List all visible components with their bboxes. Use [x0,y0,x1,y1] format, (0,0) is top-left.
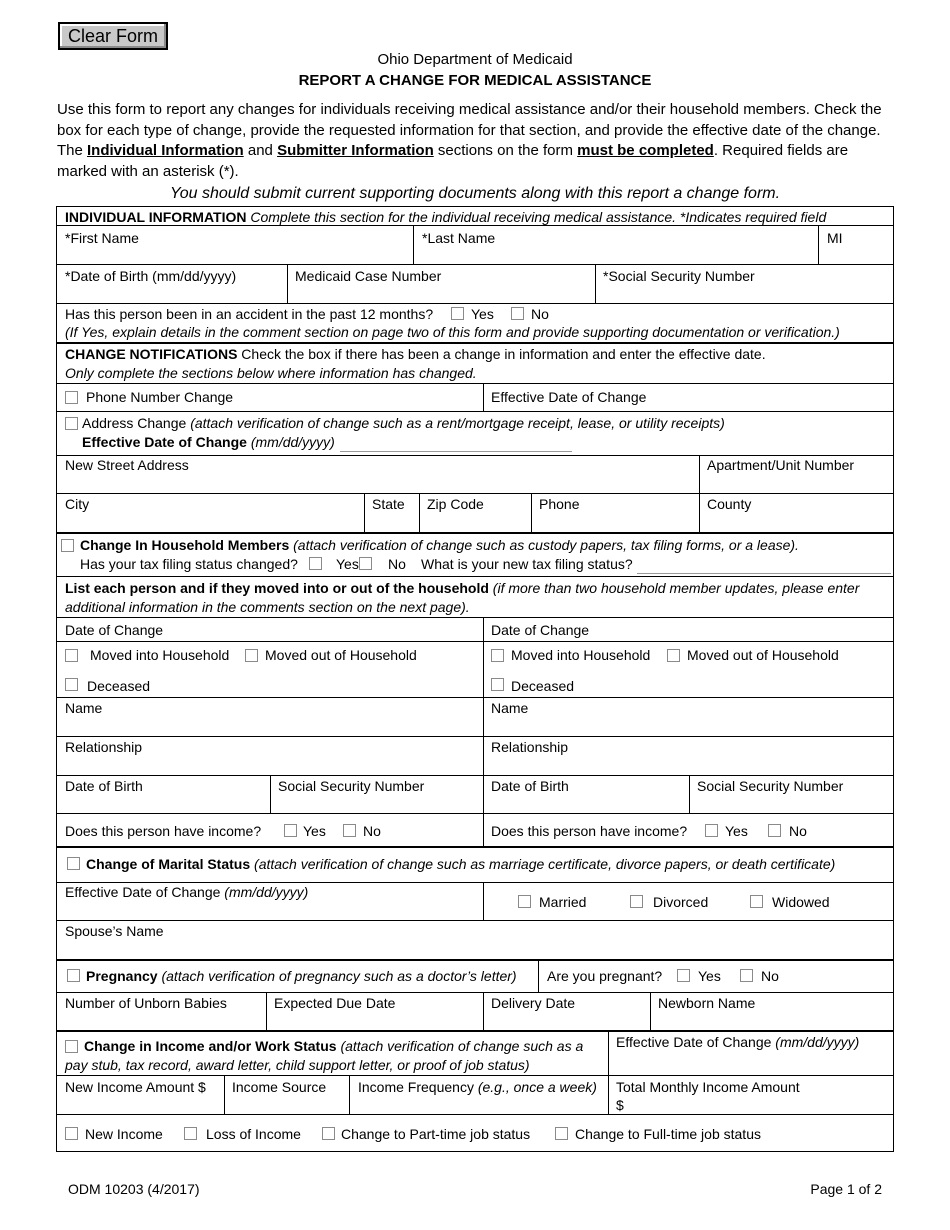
new-income-label: New Income [85,1126,163,1142]
person1-income-yes-checkbox[interactable] [284,824,297,837]
marital-change-checkbox[interactable] [67,857,80,870]
pregnant-no-checkbox[interactable] [740,969,753,982]
income-change-label: Change in Income and/or Work Status (attach verification of change such as a [84,1038,584,1054]
apartment-field[interactable]: Apartment/Unit Number [707,457,855,473]
divorced-label: Divorced [653,894,709,910]
state-field[interactable]: State [372,496,405,512]
case-number-field[interactable]: Medicaid Case Number [295,268,442,284]
clear-form-button[interactable]: Clear Form [58,22,168,50]
person1-income-no-label: No [363,823,381,839]
address-change-checkbox[interactable] [65,417,78,430]
address-effective-date-input[interactable] [340,451,572,452]
new-income-checkbox[interactable] [65,1127,78,1140]
person1-income-question: Does this person have income? [65,823,262,839]
loss-of-income-checkbox[interactable] [184,1127,197,1140]
tax-no-label: No [388,556,406,572]
accident-no-label: No [531,306,549,322]
household-change-checkbox[interactable] [61,539,74,552]
income-change-checkbox[interactable] [65,1040,78,1053]
income-frequency-field[interactable]: Income Frequency (e.g., once a week) [358,1079,597,1095]
person1-name-field[interactable]: Name [65,700,103,716]
household-list-note: additional information in the comments section on the next page). [65,599,470,615]
divorced-checkbox[interactable] [630,895,643,908]
pregnant-yes-label: Yes [698,968,721,984]
zip-field[interactable]: Zip Code [427,496,484,512]
person1-ssn-field[interactable]: Social Security Number [278,778,425,794]
person1-date-of-change[interactable]: Date of Change [65,622,164,638]
part-time-label: Change to Part-time job status [341,1126,531,1142]
person1-moved-in-label: Moved into Household [90,647,230,663]
person1-income-yes-label: Yes [303,823,326,839]
person2-deceased-checkbox[interactable] [491,678,504,691]
change-notifications-heading: CHANGE NOTIFICATIONS Check the box if there has been a change in information and enter the effective date. [65,346,766,362]
accident-note: (If Yes, explain details in the comment section on page two of this form and provide supporting documentation or verification.) [65,324,840,340]
address-effective-date-label: Effective Date of Change (mm/dd/yyyy) [82,434,335,450]
tax-status-question: Has your tax filing status changed? [80,556,298,572]
pregnant-question: Are you pregnant? [547,968,663,984]
person2-moved-in-checkbox[interactable] [491,649,504,662]
accident-no-checkbox[interactable] [511,307,524,320]
tax-yes-checkbox[interactable] [309,557,322,570]
pregnant-no-label: No [761,968,779,984]
address-phone-field[interactable]: Phone [539,496,580,512]
person1-moved-out-checkbox[interactable] [245,649,258,662]
person2-ssn-field[interactable]: Social Security Number [697,778,844,794]
tax-new-status-field[interactable]: What is your new tax filing status? [421,556,633,572]
married-checkbox[interactable] [518,895,531,908]
household-list-instruction: List each person and if they moved into or out of the household (if more than two household member updates, please enter [65,580,860,596]
ssn-field[interactable]: *Social Security Number [603,268,755,284]
page-number: Page 1 of 2 [810,1181,882,1197]
person1-moved-in-checkbox[interactable] [65,649,78,662]
newborn-name-field[interactable]: Newborn Name [658,995,756,1011]
widowed-label: Widowed [772,894,830,910]
form-id: ODM 10203 (4/2017) [68,1181,200,1197]
person2-income-question: Does this person have income? [491,823,688,839]
delivery-date-field[interactable]: Delivery Date [491,995,576,1011]
total-monthly-income-field[interactable]: Total Monthly Income Amount [616,1079,800,1095]
intro-paragraph: Use this form to report any changes for individuals receiving medical assistance and/or their household members. Check the box for each type of change, provide the requested information for that section, and provide the effective date of the change. The Individual Information and Submitter Information sections on the form must be completed. Required fields are marked with an asterisk (*). [57,101,882,180]
person2-deceased-label: Deceased [511,678,575,694]
spouse-name-field[interactable]: Spouse’s Name [65,923,164,939]
submit-note: You should submit current supporting documents along with this report a change form. [169,185,781,202]
person2-moved-out-checkbox[interactable] [667,649,680,662]
person2-moved-out-label: Moved out of Household [687,647,839,663]
tax-new-status-input[interactable] [637,573,891,574]
mi-field[interactable]: MI [827,230,843,246]
first-name-field[interactable]: *First Name [65,230,139,246]
widowed-checkbox[interactable] [750,895,763,908]
person1-dob-field[interactable]: Date of Birth [65,778,143,794]
street-address-field[interactable]: New Street Address [65,457,189,473]
person2-date-of-change[interactable]: Date of Change [491,622,590,638]
person2-income-no-label: No [789,823,807,839]
part-time-checkbox[interactable] [322,1127,335,1140]
person2-income-yes-checkbox[interactable] [705,824,718,837]
full-time-label: Change to Full-time job status [575,1126,761,1142]
income-effective-date-field[interactable]: Effective Date of Change (mm/dd/yyyy) [616,1034,860,1050]
last-name-field[interactable]: *Last Name [422,230,496,246]
person2-moved-in-label: Moved into Household [511,647,651,663]
unborn-babies-field[interactable]: Number of Unborn Babies [65,995,227,1011]
marital-change-label: Change of Marital Status (attach verification of change such as marriage certificate, divorce papers, or death certificate) [86,856,836,872]
accident-yes-checkbox[interactable] [451,307,464,320]
phone-change-checkbox[interactable] [65,391,78,404]
tax-no-checkbox[interactable] [359,557,372,570]
city-field[interactable]: City [65,496,90,512]
person2-name-field[interactable]: Name [491,700,529,716]
loss-of-income-label: Loss of Income [206,1126,301,1142]
person1-deceased-label: Deceased [87,678,151,694]
person1-deceased-checkbox[interactable] [65,678,78,691]
individual-heading: INDIVIDUAL INFORMATION Complete this section for the individual receiving medical assistance. *Indicates required field [65,209,827,225]
income-source-field[interactable]: Income Source [232,1079,327,1095]
married-label: Married [539,894,587,910]
person2-income-no-checkbox[interactable] [768,824,781,837]
total-monthly-income-dollar: $ [616,1097,624,1113]
phone-change-label: Phone Number Change [86,389,234,405]
household-change-label: Change In Household Members (attach verification of change such as custody papers, tax filing forms, or a lease). [80,537,799,553]
new-income-amount-field[interactable]: New Income Amount $ [65,1079,206,1095]
pregnant-yes-checkbox[interactable] [677,969,690,982]
person1-moved-out-label: Moved out of Household [265,647,417,663]
person1-income-no-checkbox[interactable] [343,824,356,837]
accident-question: Has this person been in an accident in the past 12 months? [65,306,434,322]
pregnancy-label: Pregnancy (attach verification of pregnancy such as a doctor’s letter) [86,968,517,984]
form-table [56,206,894,1152]
income-change-note: pay stub, tax record, award letter, child support letter, or proof of job status) [65,1057,530,1073]
tax-yes-label: Yes [336,556,359,572]
change-notifications-note: Only complete the sections below where information has changed. [65,365,477,381]
agency-name: Ohio Department of Medicaid [377,51,573,68]
person2-income-yes-label: Yes [725,823,748,839]
person2-relationship-field[interactable]: Relationship [491,739,569,755]
phone-effective-date-field[interactable]: Effective Date of Change [491,389,647,405]
form-title: REPORT A CHANGE FOR MEDICAL ASSISTANCE [298,72,652,89]
county-field[interactable]: County [707,496,752,512]
accident-yes-label: Yes [471,306,494,322]
dob-field[interactable]: *Date of Birth (mm/dd/yyyy) [65,268,237,284]
due-date-field[interactable]: Expected Due Date [274,995,396,1011]
person2-dob-field[interactable]: Date of Birth [491,778,569,794]
address-change-label: Address Change (attach verification of change such as a rent/mortgage receipt, lease, or utility receipts) [82,415,725,431]
person1-relationship-field[interactable]: Relationship [65,739,143,755]
full-time-checkbox[interactable] [555,1127,568,1140]
marital-effective-date-field[interactable]: Effective Date of Change (mm/dd/yyyy) [65,884,309,900]
pregnancy-checkbox[interactable] [67,969,80,982]
